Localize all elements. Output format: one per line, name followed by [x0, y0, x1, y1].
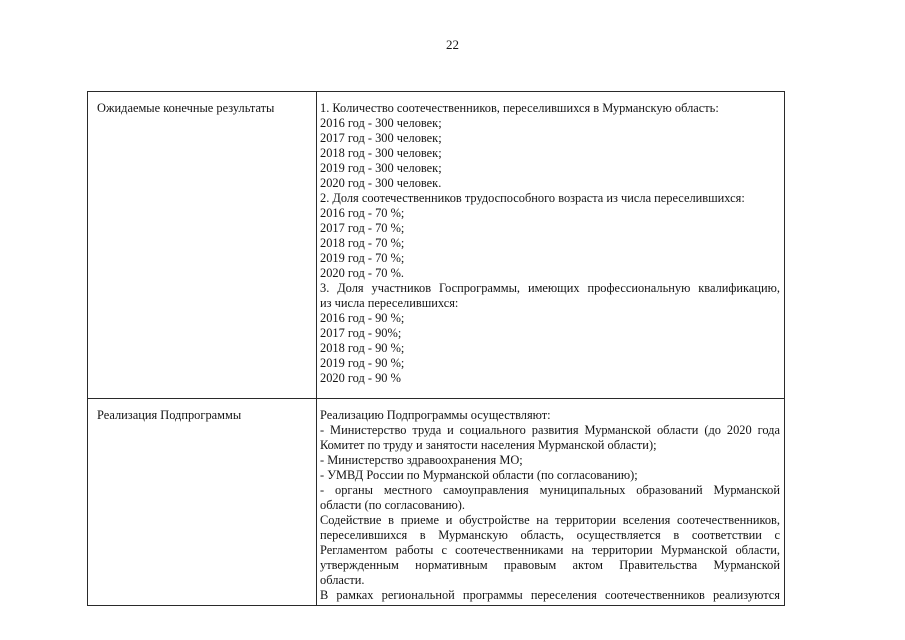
results-item: 2019 год - 300 человек; — [320, 161, 442, 175]
implementation-line: Содействие в приеме и обустройстве на территории вселения соотечественников, — [320, 513, 780, 527]
results-item: 2016 год - 70 %; — [320, 206, 405, 220]
results-item: 2018 год - 300 человек; — [320, 146, 442, 160]
results-item: 2018 год - 70 %; — [320, 236, 405, 250]
results-item: 2016 год - 90 %; — [320, 311, 405, 325]
implementation-line: области. — [320, 573, 365, 587]
implementation-line: Реализацию Подпрограммы осуществляют: — [320, 408, 551, 422]
results-item: 2019 год - 70 %; — [320, 251, 405, 265]
table-row-implementation — [88, 399, 785, 606]
results-heading-3: 3. Доля участников Госпрограммы, имеющих профессиональную квалификацию, — [320, 281, 780, 295]
results-item: 2016 год - 300 человек; — [320, 116, 442, 130]
results-item: 2019 год - 90 %; — [320, 356, 405, 370]
implementation-line: - органы местного самоуправления муниципальных образований Мурманской — [320, 483, 780, 497]
results-heading-2: 2. Доля соотечественников трудоспособного возраста из числа переселившихся: — [320, 191, 745, 205]
subprogram-table — [87, 91, 785, 606]
results-heading-3-continued: из числа переселившихся: — [320, 296, 459, 310]
results-item: 2017 год - 70 %; — [320, 221, 405, 235]
implementation-line: - Министерство здравоохранения МО; — [320, 453, 523, 467]
results-item: 2017 год - 300 человек; — [320, 131, 442, 145]
row-label-expected-results: Ожидаемые конечные результаты — [88, 92, 317, 399]
results-item: 2020 год - 70 %. — [320, 266, 405, 280]
implementation-line: Комитет по труду и занятости населения Мурманской области); — [320, 438, 657, 452]
row-content-implementation — [317, 399, 785, 606]
page-number: 22 — [446, 37, 459, 52]
implementation-line: - Министерство труда и социального развития Мурманской области (до 2020 года — [320, 423, 780, 437]
row-content-expected-results — [317, 92, 785, 399]
results-heading-1: 1. Количество соотечественников, переселившихся в Мурманскую область: — [320, 101, 719, 115]
table-row-expected-results — [88, 92, 785, 399]
results-item: 2020 год - 300 человек. — [320, 176, 442, 190]
row-label-implementation: Реализация Подпрограммы — [88, 399, 317, 606]
results-item: 2020 год - 90 % — [320, 371, 401, 385]
implementation-line: В рамках региональной программы переселения соотечественников реализуются — [320, 588, 780, 602]
results-item: 2017 год - 90%; — [320, 326, 402, 340]
implementation-line: утвержденным нормативным правовым актом Правительства Мурманской — [320, 558, 780, 572]
implementation-line: переселившихся в Мурманскую область, осуществляется в соответствии с — [320, 528, 780, 542]
implementation-line: Регламентом работы с соотечественниками на территории Мурманской области, — [320, 543, 780, 557]
results-item: 2018 год - 90 %; — [320, 341, 405, 355]
implementation-line: - УМВД России по Мурманской области (по согласованию); — [320, 468, 638, 482]
implementation-line: области (по согласованию). — [320, 498, 466, 512]
